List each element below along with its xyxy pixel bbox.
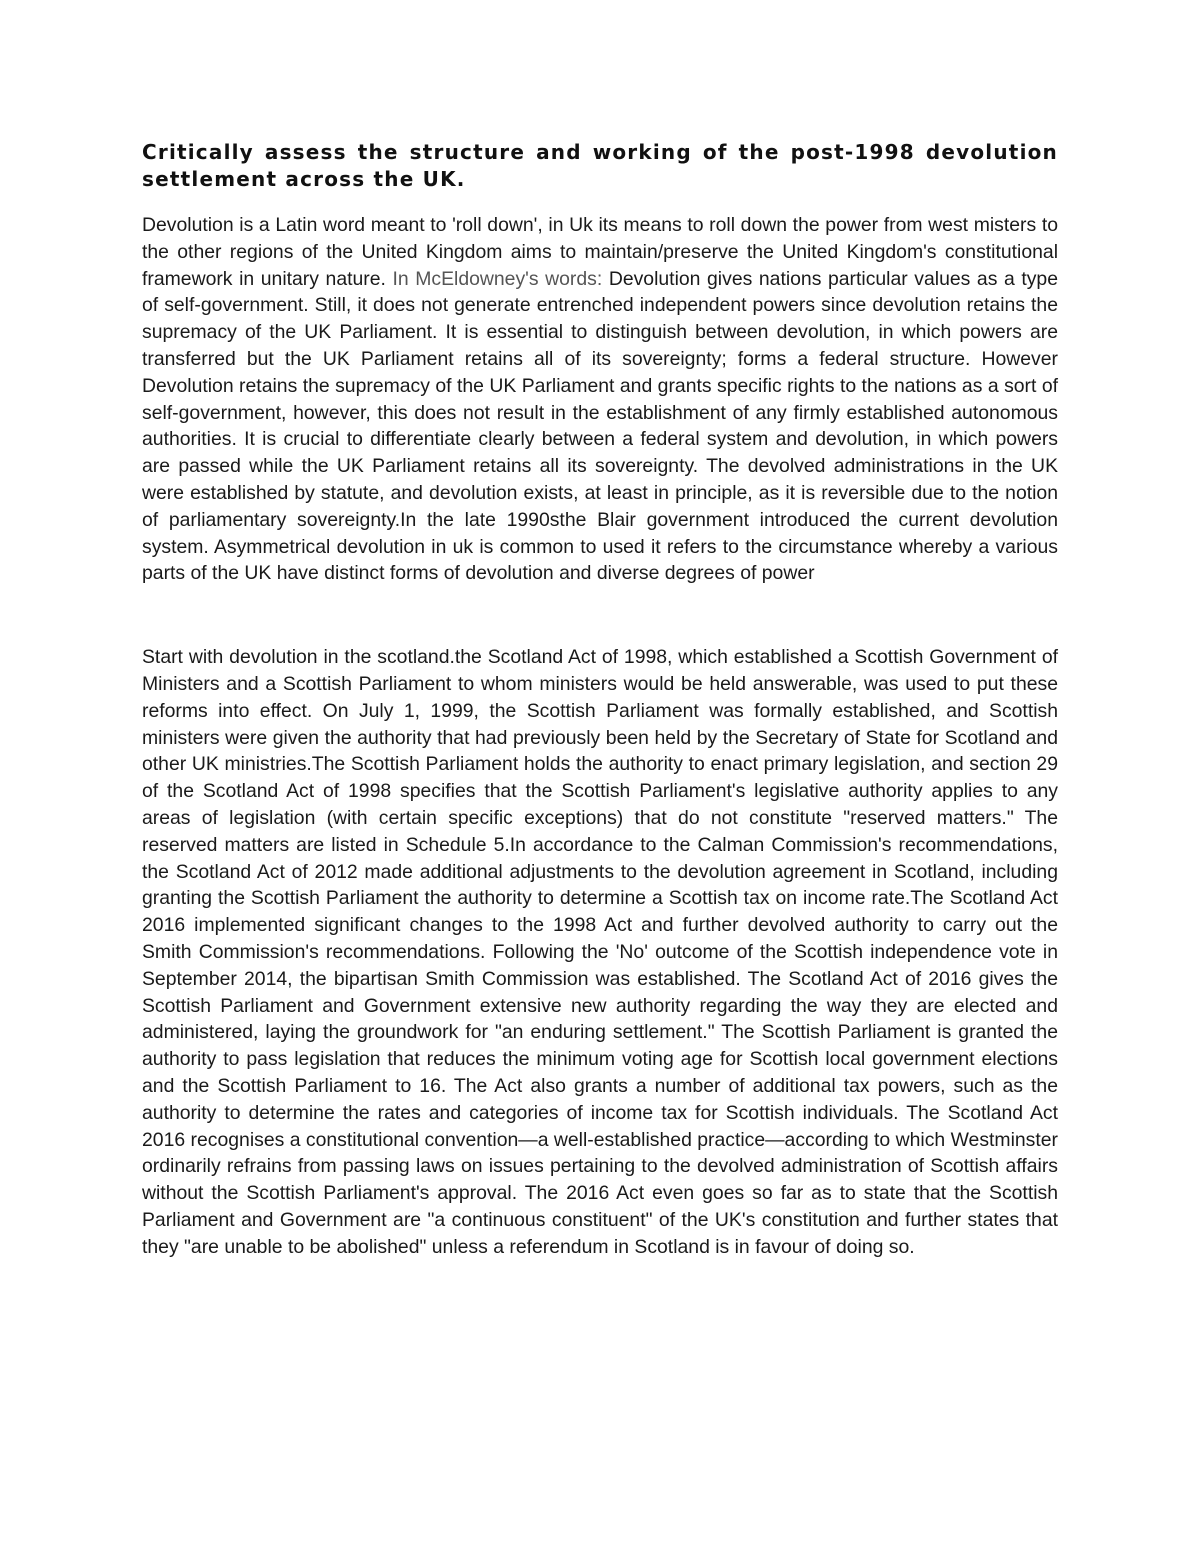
paragraph-1-quote-lead: In McEldowney's words: [392, 267, 603, 290]
paragraph-1-text-c: Devolution gives nations particular values as a type of self-government. Still, it does not generate entrenched independent powers since devolution retains the supremacy of the UK Parliament. It is essential to distinguish between devolution, in which powers are transferred but the UK Parliament retains all of its sovereignty; forms a federal structure. However Devolution retains the supremacy of the UK Parliament and grants specific rights to the nations as a sort of self-government, however, this does not result in the establishment of any firmly established autonomous authorities. It is crucial to differentiate clearly between a federal system and devolution, in which powers are passed while the UK Parliament retains all its sovereignty. The devolved administrations in the UK were established by statute, and devolution exists, at least in principle, as it is reversible due to the notion of parliamentary sovereignty.In the late 1990sthe Blair government introduced the current devolution system. Asymmetrical devolution in uk is common to used it refers to the circumstance whereby a various parts of the UK have distinct forms of devolution and diverse degrees of power [142, 267, 1058, 585]
paragraph-scotland-devolution: Start with devolution in the scotland.the Scotland Act of 1998, which established a Scottish Government of Ministers and a Scottish Parliament to whom ministers would be held answerable, was used to put these reforms into effect. On July 1, 1999, the Scottish Parliament was formally established, and Scottish ministers were given the authority that had previously been held by the Secretary of State for Scotland and other UK ministries.The Scottish Parliament holds the authority to enact primary legislation, and section 29 of the Scotland Act of 1998 specifies that the Scottish Parliament's legislative authority applies to any areas of legislation (with certain specific exceptions) that do not constitute "reserved matters." The reserved matters are listed in Schedule 5.In accordance to the Calman Commission's recommendations, the Scotland Act of 2012 made additional adjustments to the devolution agreement in Scotland, including granting the Scottish Parliament the authority to determine a Scottish tax on income rate.The Scotland Act 2016 implemented significant changes to the 1998 Act and further devolved authority to carry out the Smith Commission's recommendations. Following the 'No' outcome of the Scottish independence vote in September 2014, the bipartisan Smith Commission was established. The Scotland Act of 2016 gives the Scottish Parliament and Government extensive new authority regarding the way they are elected and administered, laying the groundwork for "an enduring settlement." The Scottish Parliament is granted the authority to pass legislation that reduces the minimum voting age for Scottish local government elections and the Scottish Parliament to 16. The Act also grants a number of additional tax powers, such as the authority to determine the rates and categories of income tax for Scottish individuals. The Scotland Act 2016 recognises a constitutional convention—a well-established practice—according to which Westminster ordinarily refrains from passing laws on issues pertaining to the devolved administration of Scottish affairs without the Scottish Parliament's approval. The 2016 Act even goes so far as to state that the Scottish Parliament and Government are "a continuous constituent" of the UK's constitution and further states that they "are unable to be abolished" unless a referendum in Scotland is in favour of doing so. [142, 646, 1058, 1258]
paragraph-devolution-intro [142, 212, 1058, 587]
document-body [142, 139, 1058, 1260]
paragraph-1-text-a: Devolution is a Latin word meant to 'roll down', in Uk its means to roll down the power from west misters to the other regions of the United Kingdom aims to maintain/preserve the United Kingdom's constitutional framework in unitary nature. [142, 214, 1058, 290]
document-title: Critically assess the structure and working of the post-1998 devolution settlement across the UK. [142, 140, 1058, 191]
